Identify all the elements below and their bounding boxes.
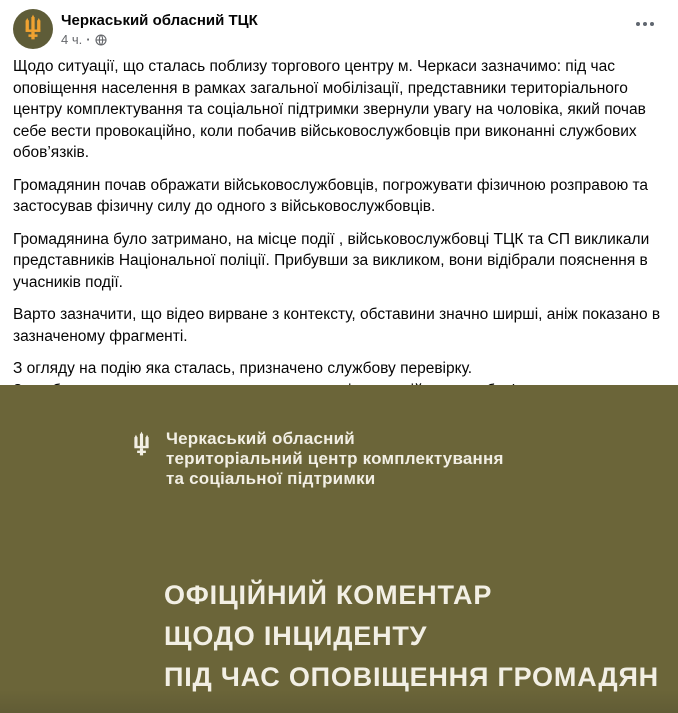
- ellipsis-icon: [650, 22, 654, 26]
- post-timestamp[interactable]: 4 ч.: [61, 31, 83, 47]
- image-logo-text: [166, 429, 504, 489]
- post-options-button[interactable]: [632, 16, 658, 32]
- image-title: [164, 575, 659, 698]
- logo-text-line: Черкаський обласний: [166, 429, 355, 448]
- image-title-line: ПІД ЧАС ОПОВІЩЕННЯ ГРОМАДЯН: [164, 662, 659, 692]
- post-paragraph: Варто зазначити, що відео вирване з контексту, обставини значно ширші, аніж показано в зазначеному фрагменті.: [13, 306, 661, 345]
- ellipsis-icon: [643, 22, 647, 26]
- image-logo: [132, 429, 504, 489]
- ellipsis-icon: [636, 22, 640, 26]
- post-header: [0, 0, 678, 49]
- post-paragraph: Громадянин почав ображати військовослужбовців, погрожувати фізичною розправою та застосував фізичну силу до одного з військовослужбовців.: [13, 176, 649, 215]
- post-paragraph: З огляду на подію яка сталась, призначено службову перевірку.: [13, 360, 473, 377]
- post-paragraph: Громадянина було затримано, на місце події , військовослужбовці ТЦК та СП викликали представників Національної поліції. Прибувши за викликом, вони відібрали пояснення в учасників події.: [13, 230, 650, 291]
- post-attached-image[interactable]: [0, 385, 678, 713]
- image-title-line: ОФІЦІЙНИЙ КОМЕНТАР: [164, 580, 493, 610]
- meta-separator: ·: [86, 31, 91, 47]
- logo-text-line: та соціальної підтримки: [166, 469, 376, 488]
- globe-icon: [95, 34, 107, 46]
- page-avatar[interactable]: [13, 9, 53, 49]
- trident-outline-icon: [132, 429, 151, 462]
- logo-text-line: територіальний центр комплектування: [166, 449, 504, 468]
- page-name[interactable]: Черкаський обласний ТЦК: [61, 11, 258, 29]
- image-title-line: ЩОДО ІНЦИДЕНТУ: [164, 621, 428, 651]
- post-paragraph: Щодо ситуації, що сталась поблизу торгового центру м. Черкаси зазначимо: під час оповіщення населення в рамках загальної мобілізації, представники територіального центру комплектування та соціальної підтримки звернули увагу на чоловіка, який почав себе вести провокаційно, коли побачив військовослужбовців при виконанні службових обов’язків.: [13, 58, 646, 161]
- trident-icon: [23, 13, 43, 46]
